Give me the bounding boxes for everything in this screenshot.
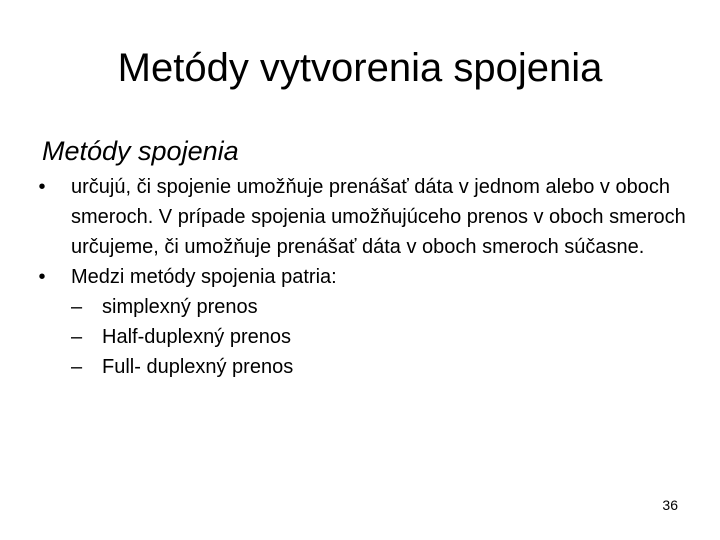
method-item — [30, 322, 700, 352]
bullet-item — [30, 172, 700, 262]
slide-title: Metódy vytvorenia spojenia — [117, 46, 603, 90]
bullet-text: Medzi metódy spojenia patria: — [71, 266, 337, 288]
dash-marker: – — [71, 356, 83, 378]
bullet-item — [30, 262, 700, 292]
method-label: Half-duplexný prenos — [102, 326, 291, 348]
method-item — [30, 352, 700, 382]
dash-marker: – — [71, 326, 83, 348]
bullet-text: určujú, či spojenie umožňuje prenášať dáta v jednom alebo v oboch smeroch. V prípade spojenia umožňujúceho prenos v oboch smeroch určujeme, či umožňuje prenášať dáta v oboch smeroch súčasne. — [71, 176, 686, 258]
section-heading: Metódy spojenia — [42, 136, 239, 166]
page-number: 36 — [662, 497, 678, 513]
bullet-marker: • — [38, 176, 46, 198]
dash-marker: – — [71, 296, 83, 318]
method-item — [30, 292, 700, 322]
method-label: Full- duplexný prenos — [102, 356, 294, 378]
slide-content — [30, 172, 700, 382]
bullet-marker: • — [38, 266, 46, 288]
method-label: simplexný prenos — [102, 296, 258, 318]
method-list — [30, 292, 700, 382]
